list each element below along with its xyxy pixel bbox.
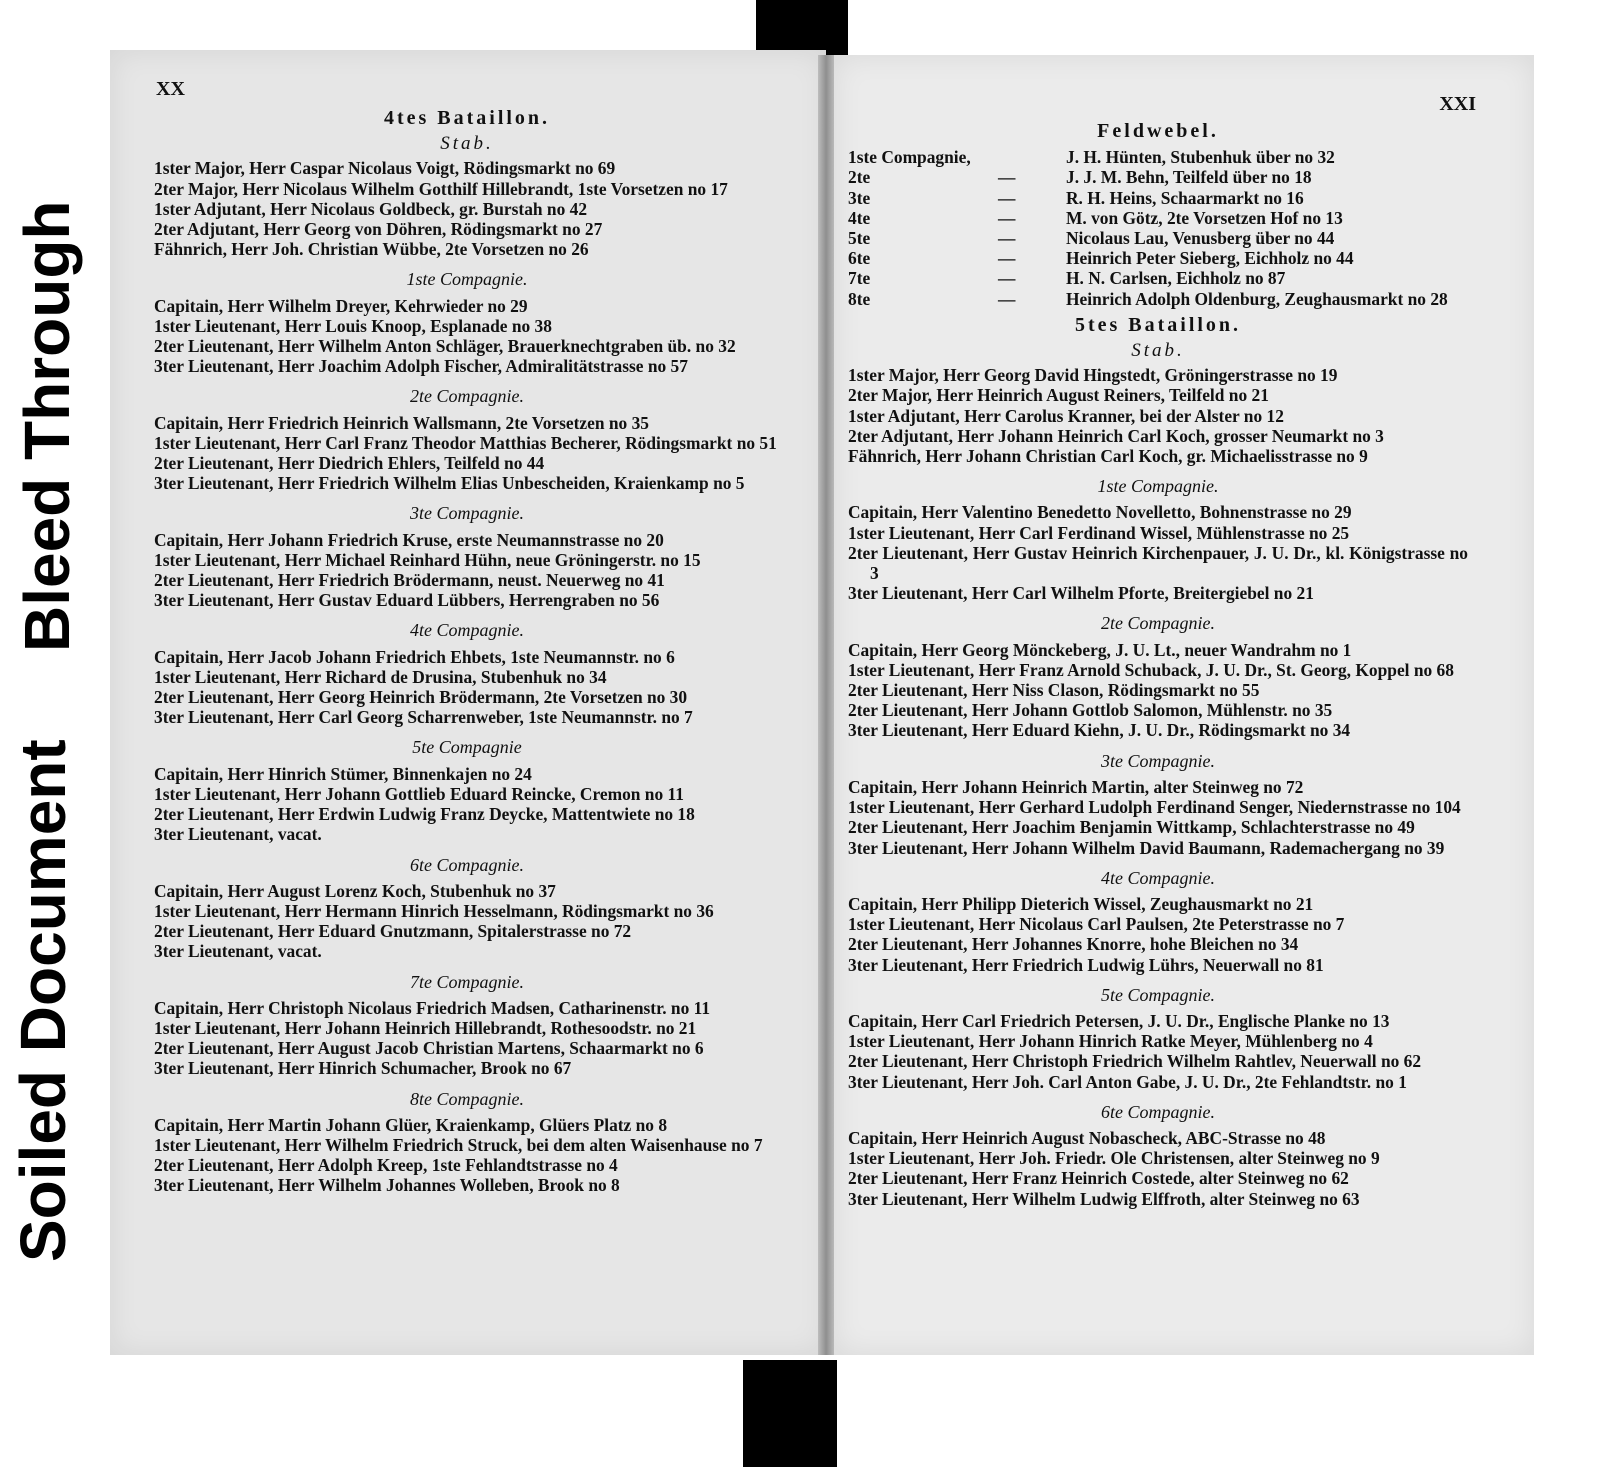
officer-entry: 2ter Lieutenant, Herr Wilhelm Anton Schläger, Brauerknechtgraben üb. no 32 <box>154 336 736 357</box>
company-block <box>154 386 780 493</box>
battalion-title: 4tes Bataillon. <box>383 107 551 129</box>
soiled-document-label: Soiled Document <box>7 739 79 1262</box>
stab-entry: 1ster Adjutant, Herr Carolus Kranner, bei der Alster no 12 <box>848 405 1284 426</box>
company-heading: 1ste Compagnie. <box>406 269 528 290</box>
feldwebel-row <box>848 147 1468 167</box>
officer-entry: 1ster Lieutenant, Herr Louis Knoop, Esplanade no 38 <box>154 315 552 336</box>
feldwebel-dash: — <box>998 228 1016 249</box>
feldwebel-row <box>848 289 1468 309</box>
company-heading: 7te Compagnie. <box>410 971 524 992</box>
officer-entry: 1ster Lieutenant, Herr Hermann Hinrich Hesselmann, Rödingsmarkt no 36 <box>154 900 714 921</box>
feldwebel-name: H. N. Carlsen, Eichholz no 87 <box>1066 268 1286 289</box>
company-block <box>154 1089 780 1196</box>
officer-entry: 3ter Lieutenant, Herr Gustav Eduard Lübbers, Herrengraben no 56 <box>154 590 660 611</box>
officer-entry: 3ter Lieutenant, Herr Carl Georg Scharrenweber, 1ste Neumannstr. no 7 <box>154 707 693 728</box>
company-heading: 3te Compagnie. <box>1101 750 1215 771</box>
left-page <box>110 50 826 1355</box>
stab-entry: 2ter Major, Herr Heinrich August Reiners, Teilfeld no 21 <box>848 385 1269 406</box>
left-page-number: XX <box>156 78 185 100</box>
stab-entry: 1ster Major, Herr Georg David Hingstedt, Gröningerstrasse no 19 <box>848 365 1338 386</box>
officer-entry: 1ster Lieutenant, Herr Joh. Friedr. Ole Christensen, alter Steinweg no 9 <box>848 1148 1380 1169</box>
officer-entry: Capitain, Herr Christoph Nicolaus Friedrich Madsen, Catharinenstr. no 11 <box>154 997 711 1018</box>
feldwebel-name: Heinrich Adolph Oldenburg, Zeughausmarkt no 28 <box>1066 288 1448 309</box>
feldwebel-dash: — <box>998 167 1016 188</box>
feldwebel-row <box>848 228 1468 248</box>
stab-entry: 2ter Adjutant, Herr Johann Heinrich Carl Koch, grosser Neumarkt no 3 <box>848 425 1384 446</box>
feldwebel-dash: — <box>998 268 1016 289</box>
feldwebel-name: Heinrich Peter Sieberg, Eichholz no 44 <box>1066 248 1354 269</box>
company-block <box>848 868 1468 975</box>
officer-entry: 2ter Lieutenant, Herr Adolph Kreep, 1ste Fehlandtstrasse no 4 <box>154 1155 618 1176</box>
officer-entry: Capitain, Herr Philipp Dieterich Wissel, Zeughausmarkt no 21 <box>848 893 1314 914</box>
company-block <box>154 620 780 727</box>
feldwebel-dash: — <box>998 207 1016 228</box>
officer-entry: 3ter Lieutenant, Herr Joh. Carl Anton Gabe, J. U. Dr., 2te Fehlandtstr. no 1 <box>848 1071 1407 1092</box>
company-block <box>848 751 1468 858</box>
company-block <box>848 476 1468 603</box>
officer-entry: Capitain, Herr Wilhelm Dreyer, Kehrwieder no 29 <box>154 295 528 316</box>
officer-entry: Capitain, Herr Martin Johann Glüer, Kraienkamp, Glüers Platz no 8 <box>154 1114 668 1135</box>
officer-entry: 3ter Lieutenant, Herr Friedrich Wilhelm Elias Unbescheiden, Kraienkamp no 5 <box>154 473 745 494</box>
feldwebel-dash: — <box>998 288 1016 309</box>
feldwebel-row <box>848 188 1468 208</box>
officer-entry: 2ter Lieutenant, Herr Christoph Friedrich Wilhelm Rahtlev, Neuerwall no 62 <box>848 1051 1422 1072</box>
officer-entry: 3ter Lieutenant, Herr Friedrich Ludwig Lührs, Neuerwall no 81 <box>848 954 1324 975</box>
right-page-content <box>848 121 1468 1209</box>
right-page <box>834 55 1534 1355</box>
officer-entry: 3ter Lieutenant, Herr Wilhelm Johannes Wolleben, Brook no 8 <box>154 1175 620 1196</box>
stab-entry: Fähnrich, Herr Johann Christian Carl Koch, gr. Michaelisstrasse no 9 <box>848 446 1368 467</box>
officer-entry: 1ster Lieutenant, Herr Wilhelm Friedrich Struck, bei dem alten Waisenhause no 7 <box>154 1134 763 1155</box>
officer-entry: 2ter Lieutenant, Herr Erdwin Ludwig Franz Deycke, Mattentwiete no 18 <box>154 804 695 825</box>
officer-entry: Capitain, Herr Friedrich Heinrich Wallsmann, 2te Vorsetzen no 35 <box>154 412 649 433</box>
stab-list <box>848 365 1468 466</box>
officer-entry: 1ster Lieutenant, Herr Richard de Drusina, Stubenhuk no 34 <box>154 666 607 687</box>
feldwebel-heading: Feldwebel. <box>1097 120 1219 142</box>
battalion-title: 5tes Bataillon. <box>1074 313 1242 336</box>
officer-entry: 1ster Lieutenant, Herr Michael Reinhard Hühn, neue Gröningerstr. no 15 <box>154 549 701 570</box>
officer-entry: Capitain, Herr Carl Friedrich Petersen, J. U. Dr., Englische Planke no 13 <box>848 1010 1390 1031</box>
feldwebel-company: 8te <box>848 288 871 309</box>
company-heading: 4te Compagnie. <box>1101 867 1215 888</box>
feldwebel-dash: — <box>998 248 1016 269</box>
feldwebel-row <box>848 167 1468 187</box>
feldwebel-company: 4te <box>848 207 871 228</box>
officer-entry: 2ter Lieutenant, Herr Joachim Benjamin Wittkamp, Schlachterstrasse no 49 <box>848 817 1415 838</box>
feldwebel-row <box>848 268 1468 288</box>
company-block <box>848 613 1468 740</box>
officer-entry: 2ter Lieutenant, Herr August Jacob Christian Martens, Schaarmarkt no 6 <box>154 1038 704 1059</box>
company-block <box>848 985 1468 1092</box>
company-block <box>154 972 780 1079</box>
stab-entry: Fähnrich, Herr Joh. Christian Wübbe, 2te Vorsetzen no 26 <box>154 239 589 260</box>
officer-entry: 2ter Lieutenant, Herr Gustav Heinrich Kirchenpauer, J. U. Dr., kl. Königstrasse no 3 <box>848 542 1468 584</box>
officer-entry: 1ster Lieutenant, Herr Johann Gottlieb Eduard Reincke, Cremon no 11 <box>154 783 684 804</box>
company-block <box>154 855 780 962</box>
company-heading: 4te Compagnie. <box>410 620 524 641</box>
stab-heading: Stab. <box>440 133 494 155</box>
officer-entry: 3ter Lieutenant, Herr Joachim Adolph Fischer, Admiralitätstrasse no 57 <box>154 356 688 377</box>
feldwebel-company: 2te <box>848 167 871 188</box>
company-heading: 1ste Compagnie. <box>1097 476 1219 497</box>
left-page-content <box>154 108 780 1196</box>
company-block <box>154 503 780 610</box>
company-list <box>154 269 780 1195</box>
officer-entry: 2ter Lieutenant, Herr Friedrich Brödermann, neust. Neuerweg no 41 <box>154 570 665 591</box>
officer-entry: 3ter Lieutenant, vacat. <box>154 941 322 962</box>
feldwebel-company: 6te <box>848 248 871 269</box>
officer-entry: Capitain, Herr Jacob Johann Friedrich Ehbets, 1ste Neumannstr. no 6 <box>154 646 675 667</box>
stab-list <box>154 158 780 259</box>
officer-entry: 1ster Lieutenant, Herr Carl Ferdinand Wissel, Mühlenstrasse no 25 <box>848 522 1350 543</box>
company-heading: 5te Compagnie. <box>1101 984 1215 1005</box>
stab-entry: 2ter Major, Herr Nicolaus Wilhelm Gotthilf Hillebrandt, 1ste Vorsetzen no 17 <box>154 178 728 199</box>
officer-entry: Capitain, Herr Johann Heinrich Martin, alter Steinweg no 72 <box>848 776 1304 797</box>
officer-entry: 2ter Lieutenant, Herr Diedrich Ehlers, Teilfeld no 44 <box>154 453 545 474</box>
feldwebel-list <box>848 147 1468 309</box>
officer-entry: 2ter Lieutenant, Herr Georg Heinrich Brödermann, 2te Vorsetzen no 30 <box>154 687 688 708</box>
officer-entry: Capitain, Herr Hinrich Stümer, Binnenkajen no 24 <box>154 763 532 784</box>
officer-entry: 3ter Lieutenant, Herr Carl Wilhelm Pforte, Breitergiebel no 21 <box>848 583 1314 604</box>
feldwebel-dash <box>998 147 1066 167</box>
officer-entry: 3ter Lieutenant, Herr Johann Wilhelm David Baumann, Rademachergang no 39 <box>848 837 1445 858</box>
officer-entry: 3ter Lieutenant, Herr Eduard Kiehn, J. U. Dr., Rödingsmarkt no 34 <box>848 720 1351 741</box>
officer-entry: 1ster Lieutenant, Herr Franz Arnold Schuback, J. U. Dr., St. Georg, Koppel no 68 <box>848 659 1454 680</box>
officer-entry: Capitain, Herr Valentino Benedetto Novelletto, Bohnenstrasse no 29 <box>848 502 1352 523</box>
stab-entry: 1ster Adjutant, Herr Nicolaus Goldbeck, gr. Burstah no 42 <box>154 198 588 219</box>
officer-entry: 3ter Lieutenant, vacat. <box>154 824 322 845</box>
feldwebel-name: J. J. M. Behn, Teilfeld über no 18 <box>1066 167 1312 188</box>
feldwebel-name: M. von Götz, 2te Vorsetzen Hof no 13 <box>1066 207 1343 228</box>
feldwebel-row <box>848 248 1468 268</box>
company-block <box>154 269 780 376</box>
officer-entry: 2ter Lieutenant, Herr Eduard Gnutzmann, Spitalerstrasse no 72 <box>154 921 632 942</box>
company-heading: 2te Compagnie. <box>410 386 524 407</box>
bleed-through-label: Bleed Through <box>11 200 83 652</box>
feldwebel-company: 5te <box>848 228 871 249</box>
officer-entry: Capitain, Herr Johann Friedrich Kruse, erste Neumannstrasse no 20 <box>154 529 664 550</box>
feldwebel-row <box>848 208 1468 228</box>
company-heading: 8te Compagnie. <box>410 1088 524 1109</box>
officer-entry: 1ster Lieutenant, Herr Johann Heinrich Hillebrandt, Rothesoodstr. no 21 <box>154 1017 697 1038</box>
feldwebel-name: J. H. Hünten, Stubenhuk über no 32 <box>1066 147 1335 168</box>
officer-entry: 3ter Lieutenant, Herr Hinrich Schumacher, Brook no 67 <box>154 1058 572 1079</box>
officer-entry: 2ter Lieutenant, Herr Johann Gottlob Salomon, Mühlenstr. no 35 <box>848 700 1333 721</box>
officer-entry: 2ter Lieutenant, Herr Johannes Knorre, hohe Bleichen no 34 <box>848 934 1299 955</box>
officer-entry: Capitain, Herr Heinrich August Nobascheck, ABC-Strasse no 48 <box>848 1127 1326 1148</box>
officer-entry: Capitain, Herr August Lorenz Koch, Stubenhuk no 37 <box>154 880 556 901</box>
company-heading: 6te Compagnie. <box>410 854 524 875</box>
company-list <box>848 476 1468 1209</box>
officer-entry: 1ster Lieutenant, Herr Nicolaus Carl Paulsen, 2te Peterstrasse no 7 <box>848 914 1345 935</box>
right-page-number: XXI <box>1439 93 1476 115</box>
feldwebel-name: Nicolaus Lau, Venusberg über no 44 <box>1066 228 1335 249</box>
company-block <box>154 737 780 844</box>
feldwebel-name: R. H. Heins, Schaarmarkt no 16 <box>1066 187 1304 208</box>
officer-entry: 2ter Lieutenant, Herr Niss Clason, Rödingsmarkt no 55 <box>848 680 1260 701</box>
binder-clip-bottom <box>743 1360 837 1467</box>
feldwebel-company: 3te <box>848 187 871 208</box>
officer-entry: 3ter Lieutenant, Herr Wilhelm Ludwig Elffroth, alter Steinweg no 63 <box>848 1188 1360 1209</box>
company-heading: 6te Compagnie. <box>1101 1101 1215 1122</box>
officer-entry: 1ster Lieutenant, Herr Gerhard Ludolph Ferdinand Senger, Niedernstrasse no 104 <box>848 797 1461 818</box>
officer-entry: 1ster Lieutenant, Herr Johann Hinrich Ratke Meyer, Mühlenberg no 4 <box>848 1031 1373 1052</box>
stab-heading: Stab. <box>1131 340 1185 362</box>
company-heading: 2te Compagnie. <box>1101 613 1215 634</box>
stab-entry: 2ter Adjutant, Herr Georg von Döhren, Rödingsmarkt no 27 <box>154 219 603 240</box>
feldwebel-company: 1ste Compagnie, <box>848 147 971 168</box>
officer-entry: 2ter Lieutenant, Herr Franz Heinrich Costede, alter Steinweg no 62 <box>848 1168 1349 1189</box>
stab-entry: 1ster Major, Herr Caspar Nicolaus Voigt, Rödingsmarkt no 69 <box>154 158 616 179</box>
company-heading: 3te Compagnie. <box>410 503 524 524</box>
officer-entry: 1ster Lieutenant, Herr Carl Franz Theodor Matthias Becherer, Rödingsmarkt no 51 <box>154 432 777 453</box>
feldwebel-company: 7te <box>848 268 871 289</box>
company-block <box>848 1102 1468 1209</box>
feldwebel-dash: — <box>998 187 1016 208</box>
company-heading: 5te Compagnie <box>412 737 522 758</box>
officer-entry: Capitain, Herr Georg Mönckeberg, J. U. Lt., neuer Wandrahm no 1 <box>848 639 1352 660</box>
